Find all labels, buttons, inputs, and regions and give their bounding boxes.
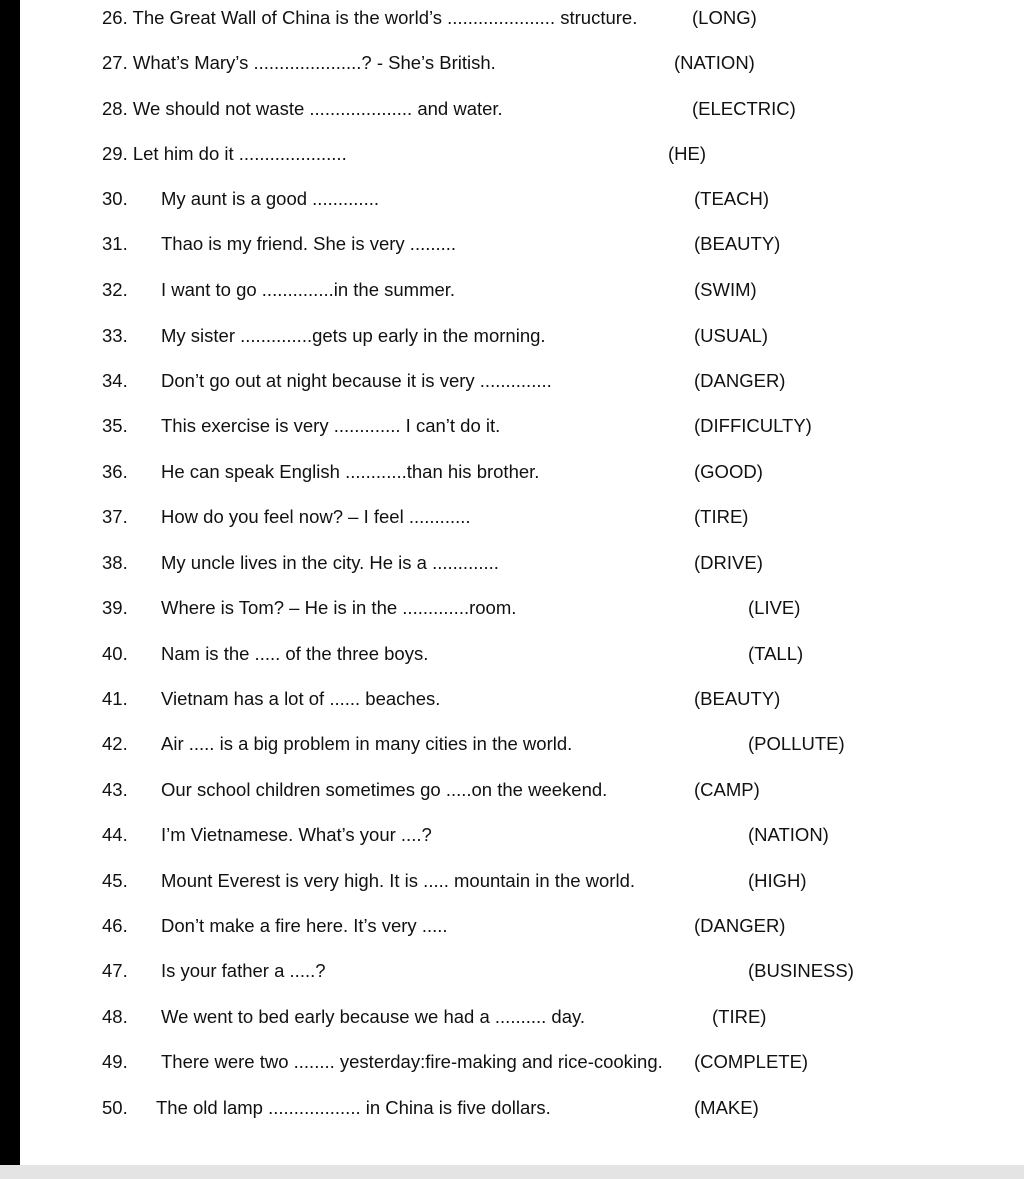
exercise-number: 33. [102, 325, 128, 346]
base-word: (CAMP) [694, 779, 760, 800]
base-word: (TEACH) [694, 188, 770, 209]
base-word: (TIRE) [694, 506, 749, 527]
base-word: (DIFFICULTY) [694, 415, 812, 436]
exercise-item-49 [20, 1050, 1024, 1074]
base-word: (LONG) [692, 7, 757, 28]
exercise-sentence: Nam is the ..... of the three boys. [161, 643, 429, 664]
exercise-sentence: The old lamp .................. in China is five dollars. [156, 1097, 551, 1118]
exercise-sentence: Our school children sometimes go .....on the weekend. [161, 779, 608, 800]
exercise-number: 50. [102, 1097, 128, 1118]
exercise-item-39 [20, 596, 1024, 620]
exercise-item-35 [20, 414, 1024, 438]
worksheet-page [20, 0, 1024, 1165]
exercise-sentence: My sister ..............gets up early in the morning. [161, 325, 546, 346]
exercise-item-28 [20, 97, 1024, 121]
exercise-number: 35. [102, 415, 128, 436]
exercise-sentence: Where is Tom? – He is in the .............room. [161, 597, 517, 618]
base-word: (DANGER) [694, 915, 786, 936]
exercise-sentence: There were two ........ yesterday:fire-making and rice-cooking. [161, 1051, 663, 1072]
base-word: (HE) [668, 143, 707, 164]
base-word: (POLLUTE) [748, 733, 845, 754]
exercise-number: 37. [102, 506, 128, 527]
exercise-number: 45. [102, 870, 128, 891]
exercise-sentence: We went to bed early because we had a .......... day. [161, 1006, 586, 1027]
exercise-number: 30. [102, 188, 128, 209]
exercise-sentence: Air ..... is a big problem in many cities in the world. [161, 733, 573, 754]
exercise-item-38 [20, 551, 1024, 575]
exercise-item-30 [20, 187, 1024, 211]
exercise-number: 47. [102, 960, 128, 981]
base-word: (BEAUTY) [694, 688, 781, 709]
exercise-number: 48. [102, 1006, 128, 1027]
exercise-number: 31. [102, 233, 128, 254]
exercise-sentence: 26. The Great Wall of China is the world’s ..................... structure. [102, 7, 638, 28]
base-word: (NATION) [748, 824, 829, 845]
exercise-number: 40. [102, 643, 128, 664]
exercise-item-42 [20, 732, 1024, 756]
base-word: (DRIVE) [694, 552, 763, 573]
exercise-sentence: Don’t make a fire here. It’s very ..... [161, 915, 448, 936]
base-word: (COMPLETE) [694, 1051, 809, 1072]
exercise-item-26 [20, 6, 1024, 30]
exercise-item-41 [20, 687, 1024, 711]
bottom-edge [0, 1165, 1024, 1179]
exercise-sentence: 27. What’s Mary’s .....................? - She’s British. [102, 52, 496, 73]
base-word: (BEAUTY) [694, 233, 781, 254]
exercise-number: 36. [102, 461, 128, 482]
exercise-sentence: My uncle lives in the city. He is a ............. [161, 552, 499, 573]
exercise-item-37 [20, 505, 1024, 529]
exercise-item-45 [20, 869, 1024, 893]
exercise-sentence: 29. Let him do it ..................... [102, 143, 347, 164]
base-word: (BUSINESS) [748, 960, 854, 981]
base-word: (HIGH) [748, 870, 807, 891]
exercise-sentence: This exercise is very ............. I can’t do it. [161, 415, 501, 436]
exercise-sentence: Thao is my friend. She is very ......... [161, 233, 457, 254]
exercise-item-33 [20, 324, 1024, 348]
base-word: (MAKE) [694, 1097, 759, 1118]
base-word: (SWIM) [694, 279, 757, 300]
exercise-number: 38. [102, 552, 128, 573]
base-word: (TIRE) [712, 1006, 767, 1027]
exercise-number: 49. [102, 1051, 128, 1072]
exercise-sentence: How do you feel now? – I feel ............ [161, 506, 471, 527]
exercise-item-40 [20, 642, 1024, 666]
exercise-number: 39. [102, 597, 128, 618]
exercise-item-46 [20, 914, 1024, 938]
exercise-item-44 [20, 823, 1024, 847]
exercise-number: 41. [102, 688, 128, 709]
exercise-item-43 [20, 778, 1024, 802]
base-word: (TALL) [748, 643, 804, 664]
exercise-item-27 [20, 51, 1024, 75]
exercise-sentence: Don’t go out at night because it is very .............. [161, 370, 552, 391]
exercise-sentence: I’m Vietnamese. What’s your ....? [161, 824, 432, 845]
exercise-item-36 [20, 460, 1024, 484]
exercise-number: 34. [102, 370, 128, 391]
exercise-item-48 [20, 1005, 1024, 1029]
base-word: (GOOD) [694, 461, 763, 482]
exercise-sentence: 28. We should not waste .................... and water. [102, 98, 503, 119]
base-word: (USUAL) [694, 325, 769, 346]
exercise-sentence: I want to go ..............in the summer. [161, 279, 456, 300]
exercise-sentence: Mount Everest is very high. It is ..... mountain in the world. [161, 870, 636, 891]
base-word: (NATION) [674, 52, 755, 73]
exercise-number: 42. [102, 733, 128, 754]
base-word: (DANGER) [694, 370, 786, 391]
base-word: (LIVE) [748, 597, 801, 618]
exercise-sentence: My aunt is a good ............. [161, 188, 379, 209]
exercise-item-34 [20, 369, 1024, 393]
exercise-number: 44. [102, 824, 128, 845]
exercise-item-29 [20, 142, 1024, 166]
exercise-item-31 [20, 232, 1024, 256]
exercise-sentence: He can speak English ............than his brother. [161, 461, 540, 482]
exercise-item-50 [20, 1096, 1024, 1120]
exercise-item-32 [20, 278, 1024, 302]
exercise-number: 46. [102, 915, 128, 936]
exercise-number: 32. [102, 279, 128, 300]
exercise-sentence: Is your father a .....? [161, 960, 326, 981]
base-word: (ELECTRIC) [692, 98, 796, 119]
exercise-item-47 [20, 959, 1024, 983]
exercise-number: 43. [102, 779, 128, 800]
exercise-sentence: Vietnam has a lot of ...... beaches. [161, 688, 441, 709]
